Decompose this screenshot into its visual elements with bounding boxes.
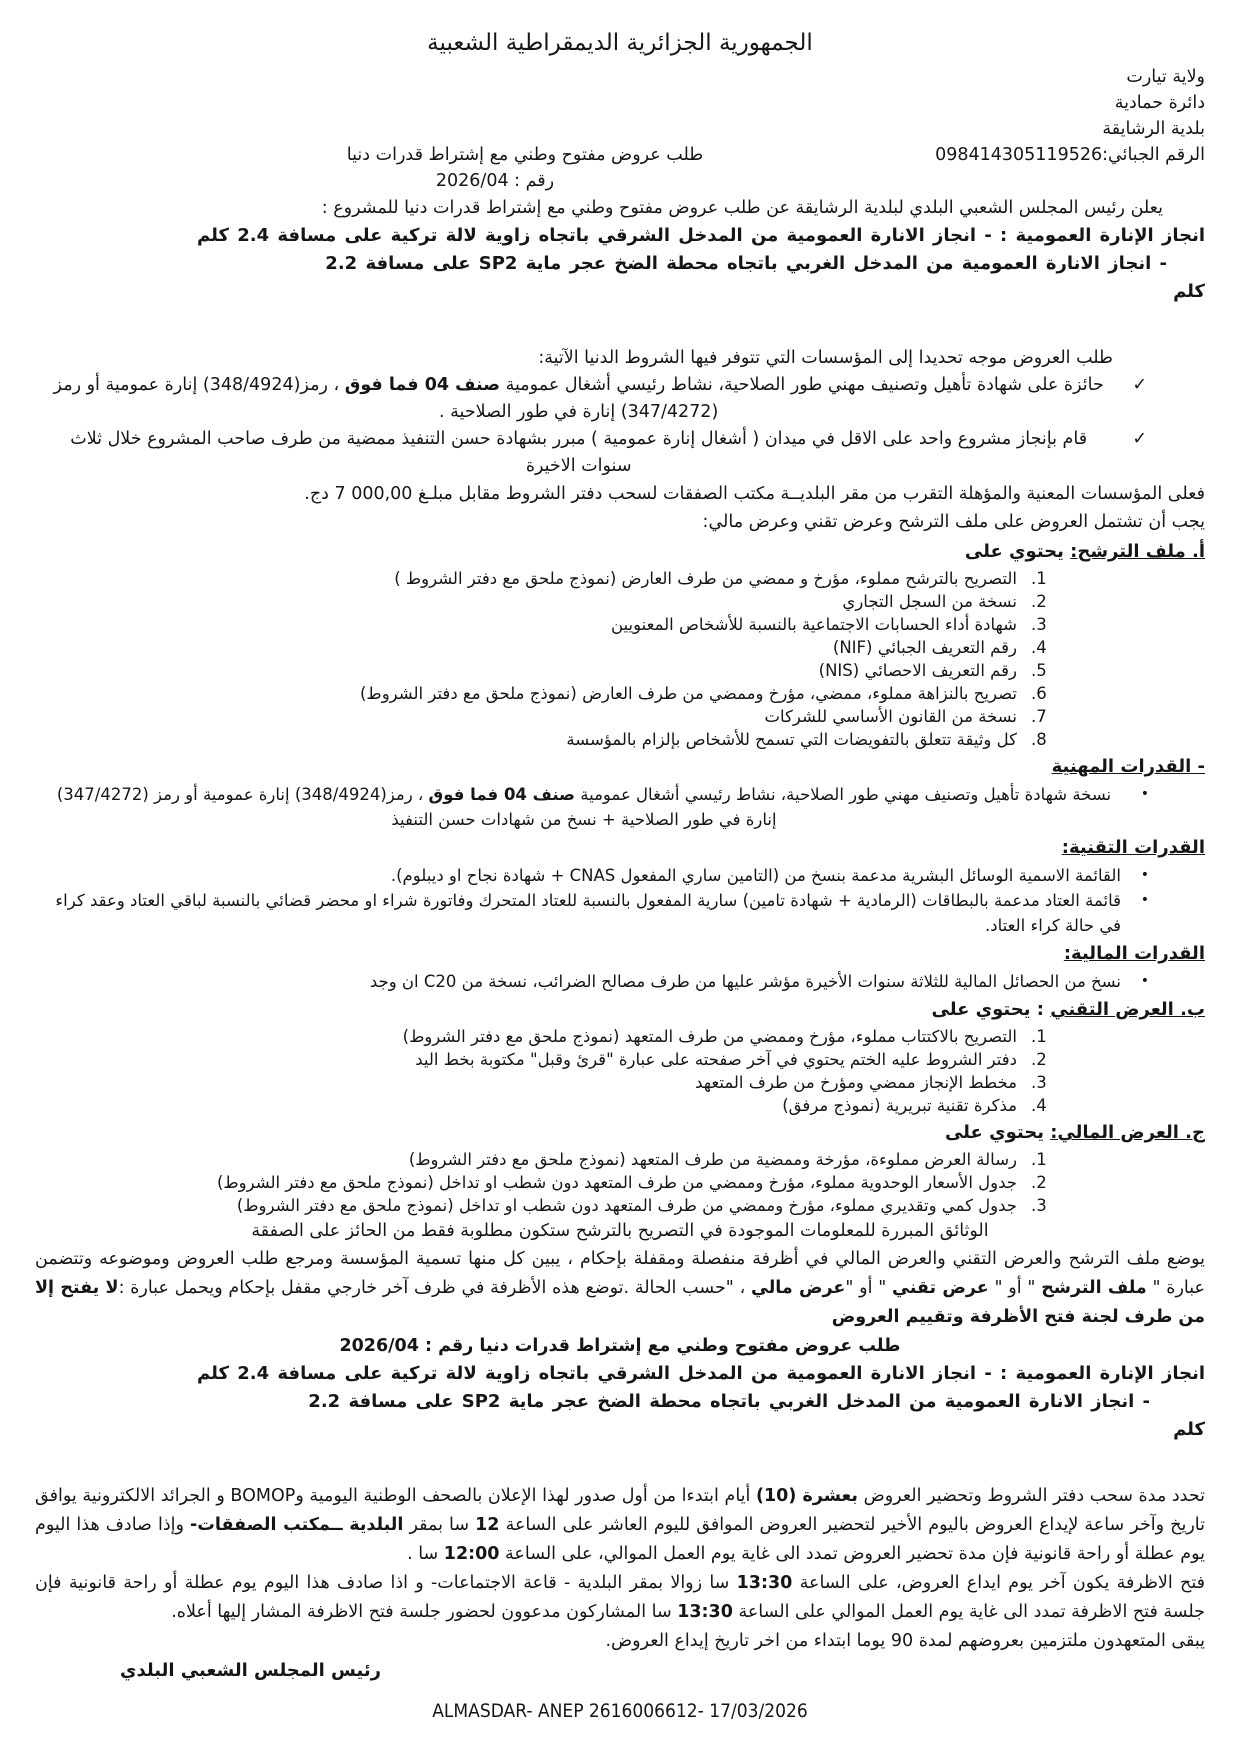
check-icon: ✓ [1132, 375, 1147, 395]
closing-project-line-1: انجاز الإنارة العمومية : - انجاز الانارة العمومية من المدخل الشرقي باتجاه زاوية لالة تركية على مسافة 2.4 كلم [197, 1363, 1205, 1384]
candidacy-file-heading: أ. ملف الترشح: يحتوي على [964, 541, 1205, 562]
item-number: 4. [1031, 1096, 1047, 1115]
item-text: رقم التعريف الاحصائي (NIS) [818, 661, 1017, 680]
tender-title: طلب عروض مفتوح وطني مع إشتراط قدرات دنيا [346, 145, 704, 165]
item-number: 7. [1031, 707, 1047, 726]
offers-must-include-line: يجب أن تشتمل العروض على ملف الترشح وعرض تقني وعرض مالي: [702, 512, 1205, 532]
deadline-paragraph-2: فتح الاظرفة يكون آخر يوم ايداع العروض، على الساعة 13:30 سا زوالا بمقر البلدية - قاعة الاجتماعات- و اذا صادف هذا اليوم يوم عطلة أو راحة قانونية فإن جلسة فتح الاظرفة تمدد الى غاية يوم العمل الموالي على الساعة 13:30 سا المشاركون مدعوون لحضور جلسة فتح الاظرفة المشار إليها أعلاه. [35, 1573, 1205, 1622]
project-line-1: انجاز الإنارة العمومية : - انجاز الانارة العمومية من المدخل الشرقي باتجاه زاوية لالة تركية على مسافة 2.4 كلم [197, 225, 1205, 246]
candidacy-item [35, 590, 1205, 613]
financial-offer-item [35, 1194, 1205, 1217]
financial-offer-item [35, 1148, 1205, 1171]
item-number: 1. [1031, 1027, 1047, 1046]
bullet-icon: • [1140, 867, 1149, 883]
item-text: شهادة أداء الحسابات الاجتماعية بالنسبة للأشخاص المعنويين [610, 615, 1017, 634]
anep-reference: ALMASDAR- ANEP 2616006612- 17/03/2026 [432, 1700, 808, 1722]
item-text: تصريح بالنزاهة مملوء، ممضي، مؤرخ وممضي من طرف العارض (نموذج ملحق مع دفتر الشروط) [360, 684, 1017, 703]
item-text: رقم التعريف الجبائي (NIF) [832, 638, 1017, 657]
item-text: نسخة من السجل التجاري [842, 592, 1017, 611]
daira-line: دائرة حمادية [1114, 93, 1205, 113]
technical-offer-item [35, 1048, 1205, 1071]
fee-amount: 7 000,00 [334, 484, 413, 504]
bullet-icon: • [1140, 786, 1149, 802]
financial-bullet-1-text: نسخ من الحصائل المالية للثلاثة سنوات الأخيرة مؤشر عليها من طرف مصالح الضرائب، نسخة من C20 ان وجد [369, 972, 1121, 991]
item-number: 8. [1031, 730, 1047, 749]
technical-capacities-heading: القدرات التقنية: [1061, 837, 1205, 858]
bullet-icon: • [1140, 973, 1149, 989]
announcement-line: يعلن رئيس المجلس الشعبي البلدي لبلدية الرشايقة عن طلب عروض مفتوح وطني مع إشتراط قدرات دنيا للمشروع : [321, 198, 1163, 218]
item-text: رسالة العرض مملوءة، مؤرخة وممضية من طرف المتعهد (نموذج ملحق مع دفتر الشروط) [408, 1150, 1017, 1169]
technical-offer-item [35, 1071, 1205, 1094]
tender-number: رقم : 2026/04 [435, 171, 555, 191]
project-line-2: - انجاز الانارة العمومية من المدخل الغربي باتجاه محطة الضخ عجر ماية SP2 على مسافة 2.2 [325, 253, 1167, 274]
supporting-docs-note: الوثائق المبررة للمعلومات الموجودة في التصريح بالترشح ستكون مطلوبة فقط من الحائز على الصفقة [251, 1221, 989, 1241]
technical-bullet-2 [35, 888, 1205, 938]
eligibility-check-2-text: قام بإنجاز مشروع واحد على الاقل في ميدان ( أشغال إنارة عمومية ) مبرر بشهادة حسن التنفيذ ممضية من طرف صاحب المشروع خلال ثلاث سنوات الاخيرة [70, 429, 1088, 476]
item-text: التصريح بالاكتتاب مملوء، مؤرخ وممضي من طرف المتعهد (نموذج ملحق مع دفتر الشروط) [402, 1027, 1017, 1046]
commune-line: بلدية الرشايقة [1102, 119, 1205, 139]
item-number: 5. [1031, 661, 1047, 680]
financial-offer-heading: ج. العرض المالي: يحتوي على [944, 1122, 1205, 1143]
deadline-paragraph-1: تحدد مدة سحب دفتر الشروط وتحضير العروض بعشرة (10) أيام ابتدءا من أول صدور لهذا الإعلان بالصحف الوطنية اليومية وBOMOP و الجرائد الالكترونية يوافق تاريخ وآخر ساعة لإيداع العروض باليوم الأخير لتحضير العروض الموافق لليوم العاشر على الساعة 12 سا بمقر البلدية ــمكتب الصفقات- وإذا صادف هذا اليوم يوم عطلة أو راحة قانونية فإن مدة تحضير العروض تمدد الى غاية يوم العمل الموالي، على الساعة 12:00 سا . [35, 1486, 1205, 1564]
offer-validity-line: يبقى المتعهدون ملتزمين بعروضهم لمدة 90 يوما ابتداء من اخر تاريخ إيداع العروض. [605, 1631, 1205, 1651]
item-text: مخطط الإنجاز ممضي ومؤرخ من طرف المتعهد [695, 1073, 1017, 1092]
signature-title: رئيس المجلس الشعبي البلدي [120, 1660, 381, 1681]
professional-bullet [35, 782, 1205, 832]
technical-offer-item [35, 1025, 1205, 1048]
item-number: 1. [1031, 1150, 1047, 1169]
eligibility-heading: طلب العروض موجه تحديدا إلى المؤسسات التي تتوفر فيها الشروط الدنيا الآتية: [538, 348, 1113, 368]
tax-id-number: 098414305119526 [935, 145, 1103, 165]
fee-line: فعلى المؤسسات المعنية والمؤهلة التقرب من مقر البلديــة مكتب الصفقات لسحب دفتر الشروط مقابل مبلـغ 7 000,00 دج. [304, 484, 1205, 504]
financial-bullet-1 [35, 969, 1205, 994]
technical-bullet-1 [35, 863, 1205, 888]
project-line-2-tail: كلم [1173, 281, 1205, 302]
tax-tender-row [35, 142, 1205, 168]
item-number: 4. [1031, 638, 1047, 657]
candidacy-item [35, 682, 1205, 705]
financial-capacities-heading: القدرات المالية: [1063, 943, 1205, 964]
item-text: مذكرة تقنية تبريرية (نموذج مرفق) [782, 1096, 1017, 1115]
item-number: 3. [1031, 1073, 1047, 1092]
item-text: كل وثيقة تتعلق بالتفويضات التي تسمح للأشخاص بإلزام بالمؤسسة [566, 730, 1017, 749]
check-icon: ✓ [1132, 429, 1147, 449]
item-text: التصريح بالترشح مملوء، مؤرخ و ممضي من طرف العارض (نموذج ملحق مع دفتر الشروط ) [394, 569, 1017, 588]
candidacy-item [35, 659, 1205, 682]
tax-id-label: الرقم الجبائي: [1102, 145, 1205, 165]
technical-offer-item [35, 1094, 1205, 1117]
item-number: 2. [1031, 1173, 1047, 1192]
candidacy-item [35, 705, 1205, 728]
item-number: 3. [1031, 1196, 1047, 1215]
candidacy-item [35, 728, 1205, 751]
envelope-instructions: يوضع ملف الترشح والعرض التقني والعرض المالي في أظرفة منفصلة ومقفلة بإحكام ، يبين كل منها تسمية المؤسسة ومرجع طلب العروض وموضوعه وتتضمن عبارة " ملف الترشح " أو " عرض تقني " أو "عرض مالي ، "حسب الحالة .توضع هذه الأظرفة في ظرف آخر خارجي مقفل بإحكام ويحمل عبارة :لا يفتح إلا من طرف لجنة فتح الأظرفة وتقييم العروض [35, 1249, 1205, 1327]
item-number: 2. [1031, 1050, 1047, 1069]
candidacy-item [35, 567, 1205, 590]
item-text: نسخة من القانون الأساسي للشركات [764, 707, 1017, 726]
item-text: جدول الأسعار الوحدوية مملوء، مؤرخ وممضي من طرف المتعهد دون شطب او تداخل (نموذج ملحق مع دفتر الشروط) [216, 1173, 1017, 1192]
technical-offer-heading: ب. العرض التقني : يحتوي على [931, 999, 1205, 1020]
item-text: جدول كمي وتقديري مملوء، مؤرخ وممضي من طرف المتعهد دون شطب او تداخل (نموذج ملحق مع دفتر الشروط) [236, 1196, 1017, 1215]
item-number: 1. [1031, 569, 1047, 588]
closing-project-line-2-tail: كلم [1173, 1419, 1205, 1440]
financial-offer-item [35, 1171, 1205, 1194]
eligibility-check-1 [35, 372, 1205, 426]
technical-bullet-2-text: قائمة العتاد مدعمة بالبطاقات (الرمادية + شهادة تامين) سارية المفعول بالنسبة للعتاد المتحرك وفاتورة شراء او محضر قضائي بالنسبة لباقي العتاد وعقد كراء في حالة كراء العتاد. [55, 891, 1121, 935]
closing-tender-title: طلب عروض مفتوح وطني مع إشتراط قدرات دنيا رقم : 2026/04 [339, 1336, 901, 1356]
bullet-icon: • [1140, 892, 1149, 908]
spacer [35, 306, 1205, 344]
item-number: 6. [1031, 684, 1047, 703]
item-number: 3. [1031, 615, 1047, 634]
candidacy-item [35, 636, 1205, 659]
technical-bullet-1-text: القائمة الاسمية الوسائل البشرية مدعمة بنسخ من (التامين ساري المفعول CNAS + شهادة نجاح او ديبلوم). [390, 866, 1121, 885]
spacer [35, 1444, 1205, 1482]
republic-title: الجمهورية الجزائرية الديمقراطية الشعبية [427, 30, 813, 56]
professional-capacities-heading: - القدرات المهنية [1051, 756, 1205, 777]
item-text: دفتر الشروط عليه الختم يحتوي في آخر صفحته على عبارة "قرئ وقبل" مكتوبة بخط اليد [415, 1050, 1017, 1069]
professional-bullet-text: نسخة شهادة تأهيل وتصنيف مهني طور الصلاحية، نشاط رئيسي أشغال عمومية صنف 04 فما فوق ، رمز(348/4924) إنارة عمومية أو رمز (347/4272) إنارة في طور الصلاحية + نسخ من شهادات حسن التنفيذ [56, 785, 1112, 829]
eligibility-check-2 [35, 426, 1205, 480]
candidacy-item [35, 613, 1205, 636]
wilaya-line: ولاية تيارت [1126, 67, 1205, 87]
closing-project-line-2: - انجاز الانارة العمومية من المدخل الغربي باتجاه محطة الضخ عجر ماية SP2 على مسافة 2.2 [308, 1391, 1150, 1412]
item-number: 2. [1031, 592, 1047, 611]
eligibility-check-1-text: حائزة على شهادة تأهيل وتصنيف مهني طور الصلاحية، نشاط رئيسي أشغال عمومية صنف 04 فما فوق ، رمز(348/4924) إنارة عمومية أو رمز (347/4272) إنارة في طور الصلاحية . [53, 375, 1104, 422]
